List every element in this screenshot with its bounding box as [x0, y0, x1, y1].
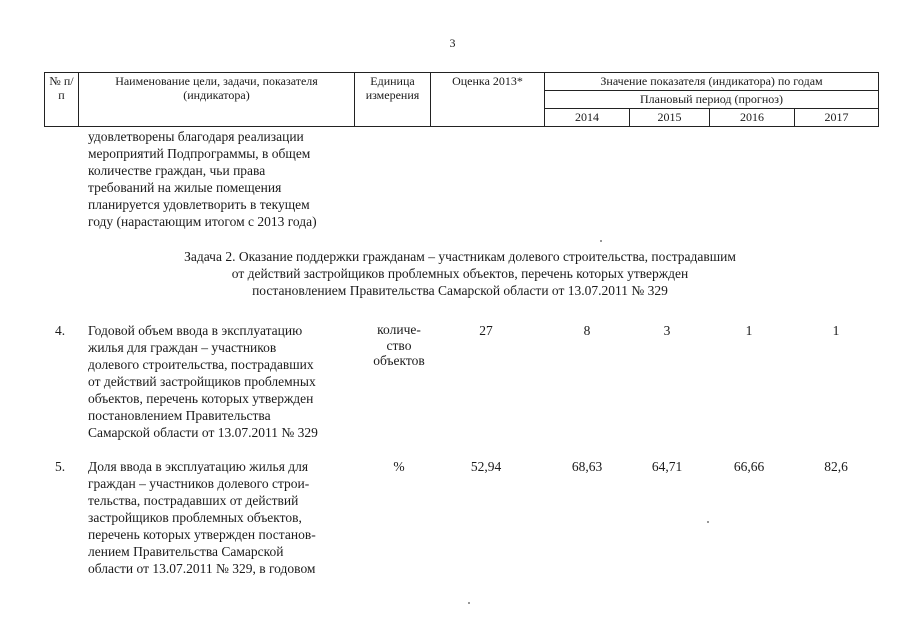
unit-line: ство — [386, 337, 412, 353]
text-line: от действий застройщиков проблемных — [88, 374, 316, 389]
row-value-2014: 8 — [583, 323, 591, 338]
header-year-2015: 2015 — [630, 109, 710, 127]
text-line: граждан – участников долевого строи- — [88, 476, 310, 491]
header-year-2016: 2016 — [710, 109, 795, 127]
scan-speck — [600, 240, 602, 242]
text-line: планируется удовлетворить в текущем — [88, 197, 310, 212]
text-line: перечень которых утвержден постанов- — [88, 527, 316, 542]
header-col-name: Наименование цели, задачи, показателя (индикатора) — [79, 73, 355, 127]
row-value-2016: 1 — [745, 323, 753, 338]
header-col-number: № п/п — [45, 73, 79, 127]
header-year-2014: 2014 — [545, 109, 630, 127]
text-line: застройщиков проблемных объектов, — [88, 510, 302, 525]
scan-speck — [707, 521, 709, 523]
header-col-estimate: Оценка 2013* — [431, 73, 545, 127]
text-line: долевого строительства, пострадавших — [88, 357, 314, 372]
row-indicator-name — [88, 322, 352, 441]
header-col-unit: Единица измерения — [355, 73, 431, 127]
indicator-table-header — [44, 72, 879, 127]
task-heading-line: постановлением Правительства Самарской области от 13.07.2011 № 329 — [252, 283, 668, 298]
row-unit: % — [393, 459, 405, 474]
row-value-2017: 82,6 — [824, 459, 848, 474]
row-number: 5. — [55, 459, 66, 474]
row-value-2014: 68,63 — [571, 459, 603, 474]
text-line: году (нарастающим итогом с 2013 года) — [88, 214, 317, 229]
header-year-2017: 2017 — [795, 109, 879, 127]
row-value-2017: 1 — [832, 323, 840, 338]
unit-line: количе- — [377, 322, 421, 337]
task-heading-line: Задача 2. Оказание поддержки гражданам – участникам долевого строительства, пострадавшим — [184, 249, 736, 264]
text-line: тельства, пострадавших от действий — [88, 493, 299, 508]
text-line: требований на жилые помещения — [88, 180, 282, 195]
scan-speck — [468, 602, 470, 604]
text-line: объектов, перечень которых утвержден — [88, 391, 314, 406]
header-col-values: Значение показателя (индикатора) по годам — [545, 73, 879, 91]
row-value-2015: 64,71 — [651, 459, 683, 474]
text-line: жилья для граждан – участников — [88, 340, 277, 355]
text-line: Доля ввода в эксплуатацию жилья для — [88, 459, 309, 474]
text-line: лением Правительства Самарской — [88, 544, 284, 559]
task-heading — [100, 248, 820, 299]
text-line: удовлетворены благодаря реализации — [88, 129, 304, 144]
row-estimate-2013: 27 — [479, 323, 493, 338]
text-line: Годовой объем ввода в эксплуатацию — [88, 323, 303, 338]
row-indicator-name — [88, 458, 352, 577]
text-line: количестве граждан, чьи права — [88, 163, 266, 178]
continuation-text — [88, 128, 352, 230]
row-number: 4. — [55, 323, 66, 338]
row-estimate-2013: 52,94 — [470, 459, 502, 474]
text-line: постановлением Правительства — [88, 408, 271, 423]
row-unit — [364, 322, 434, 369]
text-line: Самарской области от 13.07.2011 № 329 — [88, 425, 318, 440]
row-value-2015: 3 — [663, 323, 671, 338]
header-col-plan: Плановый период (прогноз) — [545, 91, 879, 109]
text-line: области от 13.07.2011 № 329, в годовом — [88, 561, 316, 576]
text-line: мероприятий Подпрограммы, в общем — [88, 146, 311, 161]
row-value-2016: 66,66 — [733, 459, 765, 474]
unit-line: объектов — [373, 353, 425, 368]
task-heading-line: от действий застройщиков проблемных объектов, перечень которых утвержден — [231, 266, 689, 281]
page-number: 3 — [449, 36, 456, 50]
